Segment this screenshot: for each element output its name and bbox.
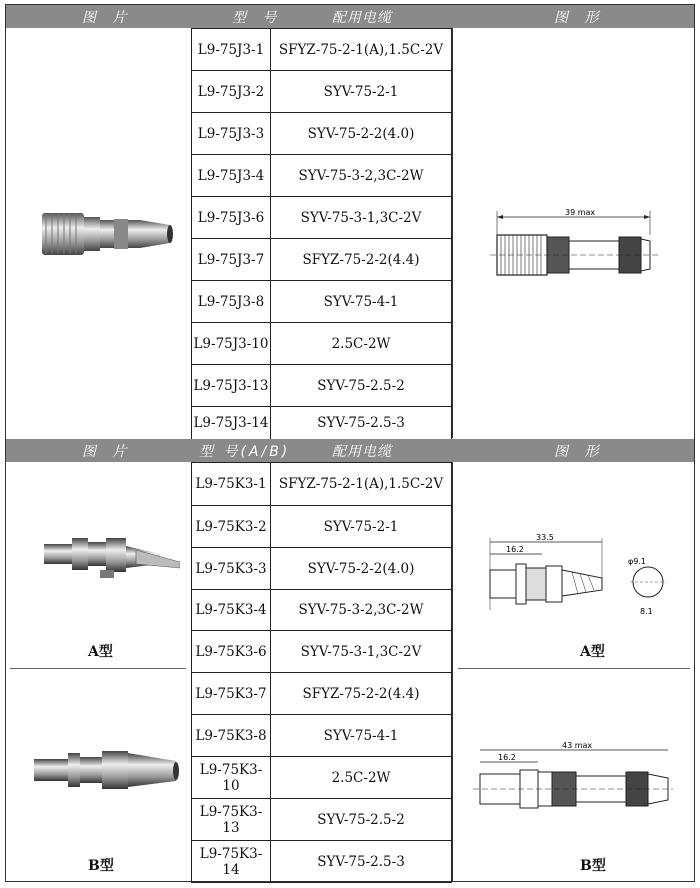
drawing-k3-b [468, 740, 678, 820]
divider [458, 668, 690, 669]
table-row [192, 323, 452, 365]
table-row [192, 631, 452, 673]
table-row [192, 673, 452, 715]
model-cell: L9-75J3-14 [192, 407, 271, 440]
cable-cell: SYV-75-4-1 [271, 715, 452, 757]
model-cell: L9-75K3-7 [192, 673, 271, 715]
section2-header [6, 439, 694, 462]
drawing-type-b-label: B型 [580, 858, 606, 874]
table-row [192, 365, 452, 407]
model-cell: L9-75K3-6 [192, 631, 271, 673]
model-cell: L9-75J3-8 [192, 281, 271, 323]
table-row [192, 590, 452, 631]
table-row [192, 506, 452, 548]
type-a-label: A型 [88, 644, 113, 660]
cable-cell: 2.5C-2W [271, 323, 452, 365]
cable-cell: SYV-75-3-1,3C-2V [271, 197, 452, 239]
dim-dia2: 8.1 [640, 607, 653, 616]
section1-header [6, 5, 694, 28]
connector-photo-j3 [40, 205, 180, 265]
model-cell: L9-75J3-4 [192, 155, 271, 197]
cable-cell: SYV-75-2-2(4.0) [271, 548, 452, 590]
cable-cell: SYV-75-2-1 [271, 506, 452, 548]
cable-cell: SFYZ-75-2-2(4.4) [271, 239, 452, 281]
model-cell: L9-75K3-4 [192, 590, 271, 631]
section1-table [191, 28, 452, 440]
cable-cell: SFYZ-75-2-2(4.4) [271, 673, 452, 715]
table-row [192, 71, 452, 113]
model-cell: L9-75K3-10 [192, 757, 271, 799]
table-row [192, 715, 452, 757]
model-cell: L9-75K3-8 [192, 715, 271, 757]
header-picture: 图 片 [82, 10, 133, 26]
table-row [192, 407, 452, 440]
dim-dia1: φ9.1 [628, 557, 646, 566]
cable-cell: SYV-75-2.5-3 [271, 407, 452, 440]
model-cell: L9-75J3-6 [192, 197, 271, 239]
drawing-type-a-label: A型 [580, 644, 605, 660]
cable-cell: 2.5C-2W [271, 757, 452, 799]
model-cell: L9-75J3-3 [192, 113, 271, 155]
model-cell: L9-75J3-2 [192, 71, 271, 113]
cable-cell: SYV-75-2.5-3 [271, 841, 452, 883]
table-row [192, 799, 452, 841]
table-row [192, 281, 452, 323]
divider [452, 462, 453, 882]
connector-photo-k3-a [40, 530, 180, 590]
model-cell: L9-75K3-3 [192, 548, 271, 590]
model-cell: L9-75J3-13 [192, 365, 271, 407]
table-row [192, 463, 452, 506]
cable-cell: SYV-75-2-2(4.0) [271, 113, 452, 155]
header-model: 型 号 [232, 10, 283, 26]
dim-overall: 43 max [562, 741, 593, 750]
header-cable: 配用电缆 [332, 10, 392, 26]
header-drawing: 图 形 [554, 444, 605, 460]
drawing-k3-a [480, 530, 680, 620]
divider [10, 668, 186, 669]
model-cell: L9-75K3-2 [192, 506, 271, 548]
table-row [192, 757, 452, 799]
divider [452, 28, 453, 438]
model-cell: L9-75K3-1 [192, 463, 271, 506]
cable-cell: SYV-75-3-2,3C-2W [271, 155, 452, 197]
cable-cell: SFYZ-75-2-1(A),1.5C-2V [271, 29, 452, 71]
table-row [192, 239, 452, 281]
model-cell: L9-75K3-13 [192, 799, 271, 841]
connector-photo-k3-b [30, 745, 180, 805]
table-row [192, 155, 452, 197]
model-cell: L9-75J3-10 [192, 323, 271, 365]
model-cell: L9-75J3-7 [192, 239, 271, 281]
drawing-j3 [485, 205, 675, 285]
cable-cell: SYV-75-3-1,3C-2V [271, 631, 452, 673]
table-row [192, 197, 452, 239]
header-drawing: 图 形 [554, 10, 605, 26]
cable-cell: SYV-75-2.5-2 [271, 799, 452, 841]
header-cable: 配用电缆 [332, 444, 392, 460]
header-model: 型 号(A/B) [199, 444, 291, 460]
table-row [192, 29, 452, 71]
dim-front: 16.2 [498, 753, 516, 762]
dim-label: 39 max [565, 208, 596, 217]
dim-front: 16.2 [506, 545, 524, 554]
cable-cell: SFYZ-75-2-1(A),1.5C-2V [271, 463, 452, 506]
model-cell: L9-75K3-14 [192, 841, 271, 883]
cable-cell: SYV-75-2-1 [271, 71, 452, 113]
table-row [192, 548, 452, 590]
cable-cell: SYV-75-3-2,3C-2W [271, 590, 452, 631]
cable-cell: SYV-75-2.5-2 [271, 365, 452, 407]
model-cell: L9-75J3-1 [192, 29, 271, 71]
type-b-label: B型 [88, 858, 114, 874]
table-row [192, 113, 452, 155]
table-row [192, 841, 452, 883]
dim-overall: 33.5 [536, 533, 554, 542]
cable-cell: SYV-75-4-1 [271, 281, 452, 323]
header-picture: 图 片 [82, 444, 133, 460]
section2-table [191, 462, 452, 883]
